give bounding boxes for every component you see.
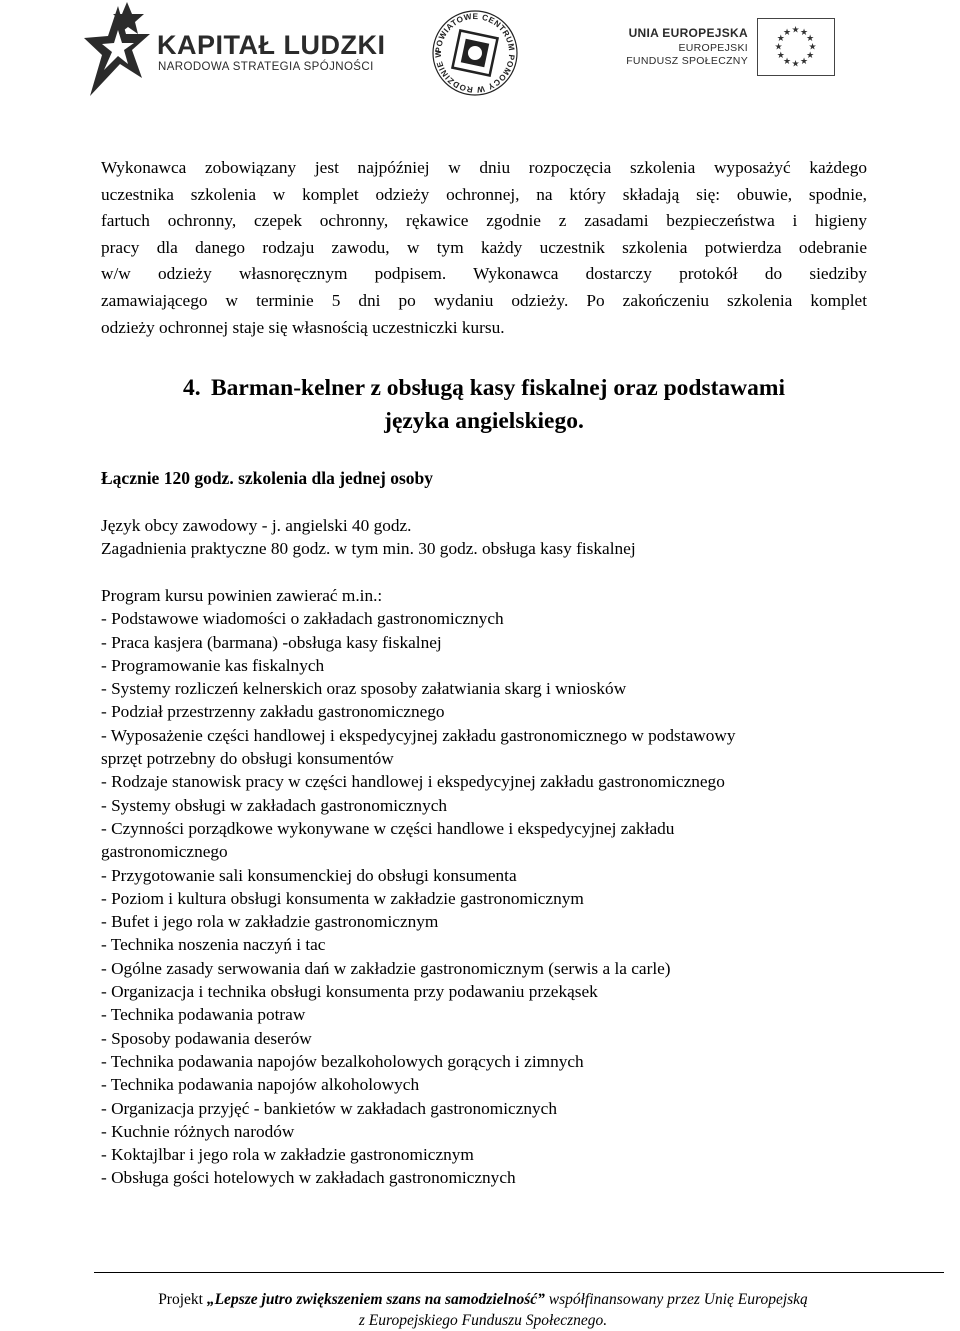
program-item: - Czynności porządkowe wykonywane w części handlowe i ekspedycyjnej zakładu — [101, 818, 675, 838]
footer-lead: Projekt — [158, 1291, 207, 1308]
intro-line: uczestnika szkolenia w komplet odzieży ochronnej, na który składają się: obuwie, spodnie, — [101, 184, 867, 204]
intro-line: Wykonawca zobowiązany jest najpóźniej w dniu rozpoczęcia szkolenia wyposażyć każdego — [101, 158, 867, 177]
eu-text — [626, 26, 748, 67]
program-item: - Poziom i kultura obsługi konsumenta w zakładzie gastronomicznym — [101, 888, 584, 908]
program-item: - Wyposażenie części handlowej i ekspedycyjnej zakładu gastronomicznego w podstawowy — [101, 725, 736, 745]
program-item: - Programowanie kas fiskalnych — [101, 655, 325, 675]
intro-line: zamawiającego w terminie 5 dni po wydaniu odzieży. Po zakończeniu szkolenia komplet — [101, 290, 867, 310]
program-item: - Technika podawania napojów bezalkoholowych gorących i zimnych — [101, 1051, 584, 1071]
kapital-ludzki-subtitle: NARODOWA STRATEGIA SPÓJNOŚCI — [158, 61, 374, 73]
program-item: - Praca kasjera (barmana) -obsługa kasy fiskalnej — [101, 632, 442, 652]
program-item: - Obsługa gości hotelowych w zakładach gastronomicznych — [101, 1168, 516, 1188]
program-item: sprzęt potrzebny do obsługi konsumentów — [101, 749, 394, 769]
program-item: - Sposoby podawania deserów — [101, 1028, 312, 1048]
program-item: - Koktajlbar i jego rola w zakładzie gastronomicznym — [101, 1145, 474, 1165]
program-item: - Ogólne zasady serwowania dań w zakładzie gastronomicznym (serwis a la carle) — [101, 958, 671, 978]
section-title-line1: Barman-kelner z obsługą kasy fiskalnej oraz podstawami — [210, 375, 786, 401]
eu-subtitle-1: EUROPEJSKI — [678, 42, 748, 54]
program-item: - Bufet i jego rola w zakładzie gastronomicznym — [101, 912, 439, 932]
eu-star-icon: ★ — [806, 50, 815, 60]
footer-divider — [94, 1272, 944, 1273]
eu-star-icon: ★ — [776, 50, 785, 60]
program-item: - Systemy obsługi w zakładach gastronomicznych — [101, 795, 448, 815]
program-item: - Podział przestrzenny zakładu gastronomicznego — [101, 702, 445, 722]
eu-star-icon: ★ — [782, 56, 792, 67]
program-item: gastronomicznego — [101, 842, 228, 862]
eu-star-icon: ★ — [791, 24, 800, 35]
intro-paragraph — [101, 155, 867, 341]
pcpr-seal-text: POWIATOWE CENTRUM POMOCY W RODZINIE W — [433, 11, 517, 95]
program-item: - Organizacja i technika obsługi konsumenta przy podawaniu przekąsek — [101, 982, 598, 1002]
program-item: - Technika noszenia naczyń i tac — [101, 935, 326, 955]
eu-flag-icon — [757, 18, 835, 76]
total-hours: Łącznie 120 godz. szkolenia dla jednej osoby — [101, 468, 434, 488]
footer-line2: z Europejskiego Funduszu Społecznego. — [358, 1312, 608, 1329]
program-item: - Rodzaje stanowisk pracy w części handlowej i ekspedycyjnej zakładu gastronomicznego — [101, 772, 725, 792]
hours-item: Zagadnienia praktyczne 80 godz. w tym min. 30 godz. obsługa kasy fiskalnej — [101, 539, 636, 559]
program-item: - Podstawowe wiadomości o zakładach gastronomicznych — [101, 609, 504, 629]
eu-star-icon: ★ — [799, 26, 809, 37]
eu-subtitle-2: FUNDUSZ SPOŁECZNY — [626, 55, 748, 67]
hours-item: Język obcy zawodowy - j. angielski 40 godz. — [101, 516, 412, 535]
hours-breakdown — [101, 514, 636, 561]
eu-logo — [626, 18, 835, 80]
intro-line: odzieży ochronnej staje się własnością uczestniczki kursu. — [101, 317, 505, 337]
section-title-line2: języka angielskiego. — [384, 408, 584, 434]
program-item: - Technika podawania napojów alkoholowych — [101, 1075, 420, 1095]
program-item: - Systemy rozliczeń kelnerskich oraz sposoby załatwiania skarg i wniosków — [101, 679, 627, 699]
eu-star-icon: ★ — [776, 33, 785, 43]
kapital-ludzki-logo — [82, 0, 386, 96]
pcpr-logo — [430, 8, 520, 98]
footer-project-name: „Lepsze jutro zwiększeniem szans na samodzielność” — [206, 1291, 545, 1308]
program-item: - Technika podawania potraw — [101, 1005, 306, 1025]
eu-star-icon: ★ — [782, 26, 792, 37]
program-item: - Przygotowanie sali konsumenckiej do obsługi konsumenta — [101, 865, 517, 885]
section-heading — [101, 372, 867, 438]
pcpr-seal-icon — [430, 8, 520, 98]
eu-star-icon: ★ — [806, 33, 815, 43]
eu-star-icon: ★ — [774, 41, 783, 52]
intro-line: w/w odzieży własnoręcznym podpisem. Wykonawca dostarczy protokół do siedziby — [101, 264, 867, 284]
eu-star-icon: ★ — [799, 56, 809, 67]
footer — [100, 1289, 866, 1331]
eu-stars-icon — [758, 19, 833, 74]
intro-line: fartuch ochronny, czepek ochronny, rękawice zgodnie z zasadami bezpieczeństwa i higieny — [101, 211, 867, 231]
program-item: - Organizacja przyjęć - bankietów w zakładach gastronomicznych — [101, 1098, 557, 1118]
program-list — [101, 584, 871, 1190]
footer-tail: współfinansowany przez Unię Europejską — [544, 1291, 808, 1308]
kapital-ludzki-title: KAPITAŁ LUDZKI — [157, 30, 386, 60]
eu-title: UNIA EUROPEJSKA — [628, 26, 748, 40]
eu-star-icon: ★ — [791, 58, 800, 69]
kapital-ludzki-star-icon — [82, 0, 152, 96]
section-number: 4. — [182, 375, 201, 401]
intro-line: pracy dla danego rodzaju zawodu, w tym każdy uczestnik szkolenia potwierdza odebranie — [101, 237, 867, 257]
eu-star-icon: ★ — [808, 41, 817, 52]
program-item: - Kuchnie różnych narodów — [101, 1121, 295, 1141]
program-intro: Program kursu powinien zawierać m.in.: — [101, 586, 383, 605]
